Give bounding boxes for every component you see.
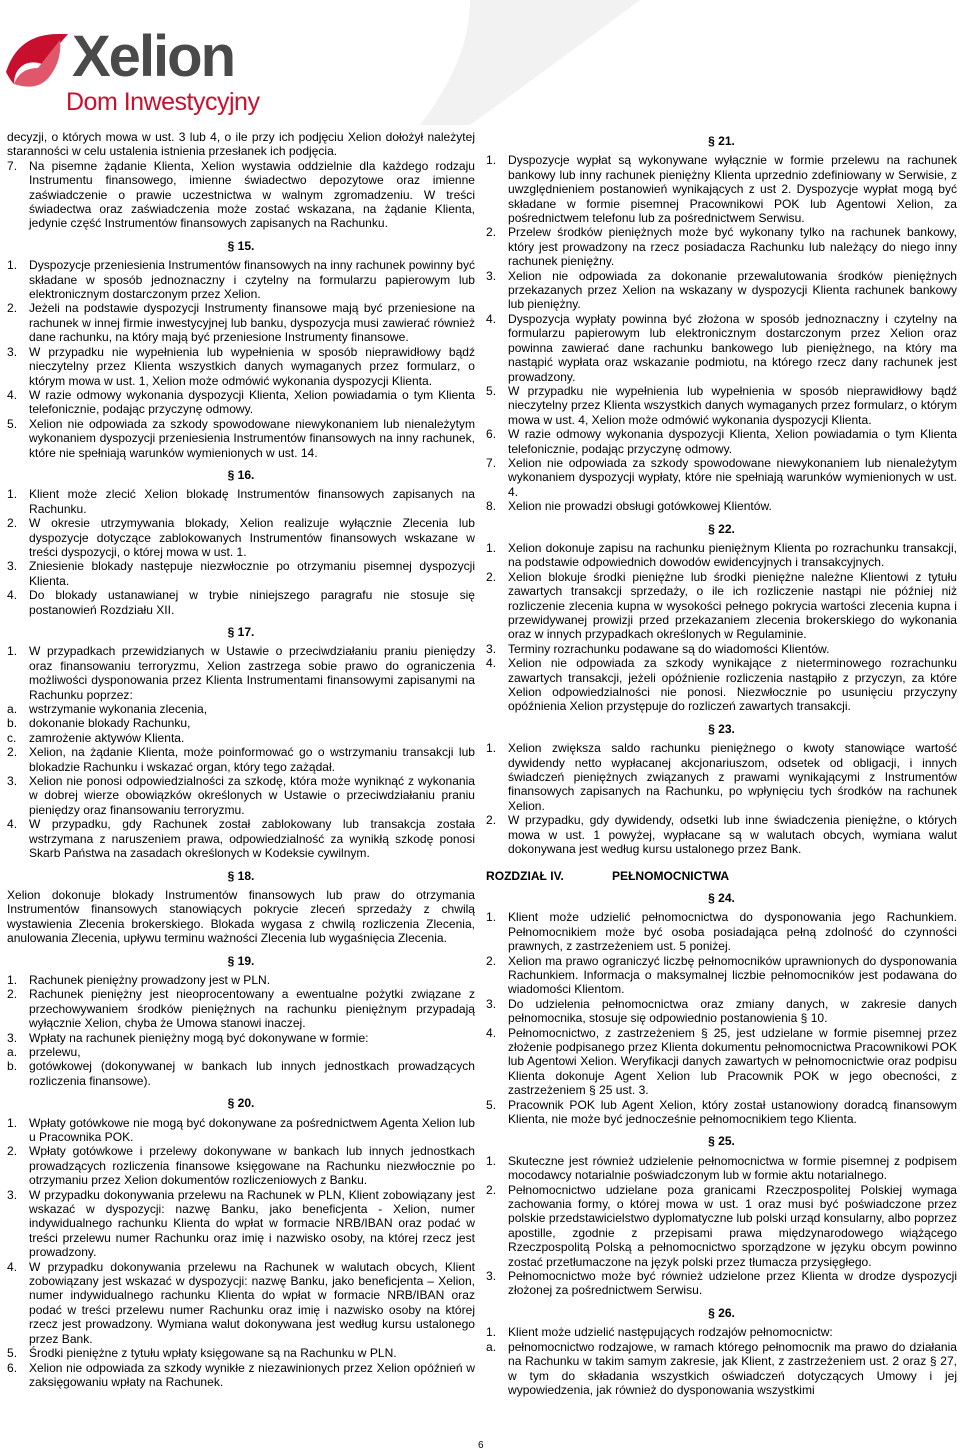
paragraph-text: Xelion nie odpowiada za szkody wynikające z nieterminowego rozrachunku zawartych transakcji, jeżeli opóźnienie rozliczenia nastąpiło z przyczyn, za które Xelion odpowiedzialności nie ponosi. Niezwłocznie po usunięciu przyczyny opóźnienia Xelion przystępuje do rozliczeń zawartych transakcji. bbox=[508, 656, 957, 714]
paragraph-text: Wpłaty na rachunek pieniężny mogą być dokonywane w formie: bbox=[29, 1030, 369, 1045]
paragraph-text: Xelion ma prawo ograniczyć liczbę pełnomocników uprawnionych do dysponowania Rachunkiem. Informacja o maksymalnej liczbie pełnomocników jest podawana do wiadomości Klientom. bbox=[508, 953, 957, 997]
paragraph-number: 2. bbox=[7, 516, 18, 531]
section-heading: § 17. bbox=[227, 625, 255, 639]
numbered-paragraph bbox=[7, 417, 475, 460]
numbered-paragraph bbox=[486, 997, 957, 1026]
numbered-paragraph bbox=[486, 456, 957, 499]
chapter-number: ROZDZIAŁ IV. bbox=[486, 868, 564, 883]
paragraph-number: 2. bbox=[7, 987, 18, 1002]
paragraph-text: Xelion zwiększa saldo rachunku pieniężnego o kwoty stanowiące wartość dywidendy netto wypłacanej akcjonariuszom, odsetek od obligacji, i innych świadczeń pieniężnych związanych z prawami wynikającymi z Instrumentów finansowych zapisanych na Rachunku, po wpłynięciu tych środków na rachunek Xelion. bbox=[508, 741, 957, 813]
lettered-subpoint bbox=[7, 716, 475, 730]
paragraph-number: b. bbox=[7, 1059, 18, 1074]
paragraph-text: W okresie utrzymywania blokady, Xelion realizuje wyłącznie Zlecenia lub dyspozycje dotyczące zablokowanych Instrumentów finansowych wskazane w treści dyspozycji, o której mowa w ust. 1. bbox=[29, 516, 475, 559]
lettered-subpoint bbox=[7, 1059, 475, 1088]
paragraph-number: 1. bbox=[486, 910, 497, 925]
paragraph-text: W przypadku, gdy dywidendy, odsetki lub inne świadczenia pieniężne, o których mowa w ust. 1 powyżej, wypłacane są w walutach obcych, wymiana walut dokonywana jest według kursu ustalonego przez Bank. bbox=[508, 813, 957, 857]
paragraph-text: Xelion nie odpowiada za dokonanie przewalutowania środków pieniężnych przekazanych przez Xelion na wskazany w dyspozycji Klienta rachunek bankowy lub pieniężny. bbox=[508, 268, 957, 312]
numbered-paragraph bbox=[486, 384, 957, 427]
numbered-paragraph bbox=[7, 973, 475, 987]
paragraph-number: c. bbox=[7, 730, 17, 745]
paragraph-number: 2. bbox=[486, 569, 497, 584]
paragraph-number: 2. bbox=[486, 813, 497, 828]
paragraph-text: W przypadku nie wypełnienia lub wypełnienia w sposób nieprawidłowy bądź nieczytelny przez Klienta wszystkich danych wymaganych przez formularz, o którym mowa w ust. 4, Xelion może odmówić wykonania dyspozycji Klienta. bbox=[508, 383, 957, 427]
paragraph-number: 1. bbox=[7, 644, 18, 659]
paragraph-number: 5. bbox=[7, 1346, 18, 1361]
numbered-paragraph bbox=[486, 1269, 957, 1298]
section-heading: § 21. bbox=[708, 134, 735, 148]
right-column bbox=[486, 130, 957, 1397]
paragraph-text: W przypadku nie wypełnienia lub wypełnienia w sposób nieprawidłowy bądź nieczytelny przez Klienta wszystkich danych wymaganych przez formularz, o którym mowa w ust. 1, Xelion może odmówić wykonania dyspozycji Klienta. bbox=[29, 344, 475, 388]
left-column bbox=[7, 130, 475, 1389]
section-heading: § 16. bbox=[227, 467, 255, 482]
paragraph-number: 3. bbox=[486, 268, 497, 283]
numbered-paragraph bbox=[7, 774, 475, 817]
section-heading: § 18. bbox=[227, 868, 255, 883]
paragraph-number: 3. bbox=[7, 344, 18, 359]
numbered-paragraph bbox=[486, 741, 957, 813]
numbered-paragraph bbox=[486, 541, 957, 570]
paragraph-number: 4. bbox=[7, 1259, 18, 1274]
paragraph-text: Terminy rozrachunku podawane są do wiadomości Klientów. bbox=[508, 641, 830, 656]
brand-subtitle: Dom Inwestycyjny bbox=[66, 88, 260, 116]
paragraph-number: 5. bbox=[486, 1097, 497, 1112]
paragraph-text: zamrożenie aktywów Klienta. bbox=[29, 730, 185, 745]
numbered-paragraph bbox=[486, 1325, 957, 1339]
paragraph-text: Xelion nie odpowiada za szkody spowodowane niewykonaniem lub nienależytym wykonaniem dyspozycji wypłaty, które nie spełniają warunków wymienionych w ust. 4. bbox=[508, 455, 957, 499]
paragraph-text: Skuteczne jest również udzielenie pełnomocnictwa w formie pisemnej z podpisem mocodawcy notarialnie poświadczonym lub w formie aktu notarialnego. bbox=[508, 1153, 957, 1183]
section-heading: § 24. bbox=[708, 890, 735, 905]
numbered-paragraph bbox=[486, 269, 957, 312]
numbered-paragraph bbox=[7, 1188, 475, 1260]
numbered-paragraph bbox=[7, 345, 475, 388]
numbered-paragraph bbox=[7, 258, 475, 301]
paragraph-number: 2. bbox=[486, 225, 497, 240]
paragraph-number: 1. bbox=[7, 972, 18, 987]
numbered-paragraph bbox=[486, 910, 957, 953]
numbered-paragraph bbox=[486, 427, 957, 456]
numbered-paragraph bbox=[7, 745, 475, 774]
numbered-paragraph bbox=[7, 1031, 475, 1045]
paragraph-text: Na pisemne żądanie Klienta, Xelion wystawia oddzielnie dla każdego rodzaju Instrumentu finansowego, imienne świadectwo depozytowe oraz imienne zaświadczenie o prawie uczestnictwa w walnym zgromadzeniu. W treści świadectwa oraz zaświadczenia może zostać wskazana, na żądanie Klienta, jedynie część Instrumentów finansowych zapisanych na Rachunku. bbox=[29, 158, 475, 231]
numbered-paragraph bbox=[486, 1026, 957, 1098]
paragraph-text: Xelion nie odpowiada za szkody wynikłe z niezawinionych przez Xelion opóźnień w zaksięgowaniu wpłaty na Rachunek. bbox=[29, 1360, 475, 1389]
section-heading: § 20. bbox=[227, 1096, 255, 1111]
section-heading: § 26. bbox=[708, 1305, 735, 1320]
lettered-subpoint bbox=[7, 702, 475, 716]
paragraph-text: Przelew środków pieniężnych może być wykonany tylko na rachunek bankowy, który jest prowadzony na rzecz posiadacza Rachunku lub należący do niego inny rachunek pieniężny. bbox=[508, 225, 957, 269]
paragraph-number: 1. bbox=[486, 540, 497, 555]
page-number: 6 bbox=[478, 1440, 484, 1451]
section-heading: § 19. bbox=[227, 953, 255, 968]
paragraph-text: Xelion nie ponosi odpowiedzialności za szkodę, która może wyniknąć z wykonania w dobrej wierze obowiązków określonych w Ustawie o przeciwdziałaniu praniu pieniędzy oraz finansowaniu terroryzmu. bbox=[29, 774, 475, 817]
numbered-paragraph bbox=[486, 153, 957, 225]
section-heading: § 15. bbox=[227, 238, 255, 253]
paragraph-number: 6. bbox=[486, 427, 497, 442]
paragraph-text: Do blokady ustanawianej w trybie niniejszego paragrafu nie stosuje się postanowień Rozdziału XII. bbox=[29, 588, 475, 617]
numbered-paragraph bbox=[7, 1361, 475, 1390]
paragraph-number: 3. bbox=[7, 1187, 18, 1202]
paragraph-number: 3. bbox=[486, 1269, 497, 1284]
paragraph-number: 3. bbox=[486, 996, 497, 1011]
paragraph-text: gotówkowej (dokonywanej w bankach lub innych jednostkach prowadzących rozliczenia finansowe). bbox=[29, 1059, 475, 1088]
paragraph-text: W razie odmowy wykonania dyspozycji Klienta, Xelion powiadamia o tym Klienta telefonicznie, podając przyczynę odmowy. bbox=[508, 427, 957, 456]
paragraph-text: Klient może udzielić następujących rodzajów pełnomocnictw: bbox=[508, 1325, 833, 1340]
numbered-paragraph bbox=[486, 1183, 957, 1269]
numbered-paragraph bbox=[486, 499, 957, 513]
paragraph-number: 4. bbox=[7, 588, 18, 603]
chapter-heading bbox=[486, 869, 957, 883]
paragraph-number: 3. bbox=[486, 641, 497, 656]
paragraph-number: 1. bbox=[486, 1325, 497, 1340]
paragraph-text: W przypadku, gdy Rachunek został zablokowany lub transakcja została wstrzymana z naruszeniem prawa, odpowiedzialność za wynikłą szkodę ponosi Skarb Państwa na zasadach określonych w Kodeksie cywilnym. bbox=[29, 817, 475, 861]
paragraph-number: 2. bbox=[486, 1182, 497, 1197]
paragraph-text: W przypadku dokonywania przelewu na Rachunek w PLN, Klient zobowiązany jest wskazać w dyspozycji: nazwę Banku, jako beneficjenta - Xelion, numer indywidualnego rachunku Klienta do wpłat w formacie NRB/IBAN oraz podać w treści przelewu numer Rachunku oraz imię i nazwisko osoby, na której rzecz jest prowadzony. bbox=[29, 1187, 475, 1260]
paragraph-number: 4. bbox=[7, 387, 18, 402]
paragraph-number: 4. bbox=[486, 656, 497, 671]
paragraph-text: W przypadkach przewidzianych w Ustawie o przeciwdziałaniu praniu pieniędzy oraz finansowaniu terroryzmu, Xelion zastrzega sobie prawo do ograniczenia możliwości dysponowania przez Klienta Instrumentami finansowymi zapisanymi na Rachunku poprzez: bbox=[29, 644, 475, 702]
paragraph-text: W przypadku dokonywania przelewu na Rachunek w walutach obcych, Klient zobowiązany jest wskazać w dyspozycji: nazwę Banku, jako beneficjenta – Xelion, numer indywidualnego rachunku Klienta do wpłat w formacie NRB/IBAN oraz podać w treści przelewu numer Rachunku oraz imię i nazwisko osoby na której rzecz jest prowadzony. Wymiana walut dokonywana jest według kursu ustalonego przez Bank. bbox=[29, 1259, 475, 1346]
numbered-paragraph bbox=[7, 301, 475, 344]
paragraph-number: 5. bbox=[7, 416, 18, 431]
numbered-paragraph bbox=[7, 559, 475, 588]
paragraph-number: b. bbox=[7, 716, 18, 731]
chapter-title: PEŁNOMOCNICTWA bbox=[612, 868, 730, 883]
paragraph-text: Do udzielenia pełnomocnictwa oraz zmiany danych, w zakresie danych pełnomocnika, stosuje się odpowiednio postanowienia § 10. bbox=[508, 996, 957, 1026]
numbered-paragraph bbox=[7, 987, 475, 1030]
paragraph-text: Xelion dokonuje zapisu na rachunku pieniężnym Klienta po rozrachunku transakcji, na podstawie odpowiednich dowodów ewidencyjnych i transakcyjnych. bbox=[508, 540, 957, 570]
paragraph-number: 2. bbox=[7, 301, 18, 316]
paragraph-text: dokonanie blokady Rachunku, bbox=[29, 716, 191, 731]
paragraph-text: Pracownik POK lub Agent Xelion, który został ustanowiony doradcą finansowym Klienta, nie może być jednocześnie pełnomocnikiem tego Klienta. bbox=[508, 1097, 957, 1126]
paragraph-text: Jeżeli na podstawie dyspozycji Instrumenty finansowe mają być przeniesione na rachunek w innej firmie inwestycyjnej lub banku, dyspozycja musi zawierać również dane rachunku, na który mają być przeniesione Instrumenty finansowe. bbox=[29, 301, 475, 345]
numbered-paragraph bbox=[7, 817, 475, 860]
numbered-paragraph bbox=[7, 388, 475, 417]
numbered-paragraph bbox=[7, 588, 475, 617]
paragraph-number: 4. bbox=[486, 1025, 497, 1040]
paragraph-text: Pełnomocnictwo, z zastrzeżeniem § 25, jest udzielane w formie pisemnej przez złożenie podpisanego przez Klienta dokumentu pełnomocnictwa Pracownikowi POK lub Agentowi Xelion. Weryfikacji danych zawartych w pełnomocnictwie oraz podpisu Klienta dokonuje Agent Xelion lub Pracownik POK w jego obecności, z zastrzeżeniem § 25 ust. 3. bbox=[508, 1025, 957, 1098]
numbered-paragraph bbox=[7, 644, 475, 702]
paragraph-number: 6. bbox=[7, 1360, 18, 1375]
paragraph-text: Klient może zlecić Xelion blokadę Instrumentów finansowych zapisanych na Rachunku. bbox=[29, 487, 475, 516]
paragraph-number: 1. bbox=[486, 741, 497, 756]
paragraph-text: Wpłaty gotówkowe nie mogą być dokonywane za pośrednictwem Agenta Xelion lub u Pracownika POK. bbox=[29, 1115, 475, 1144]
numbered-paragraph bbox=[7, 516, 475, 559]
numbered-paragraph bbox=[486, 954, 957, 997]
brand-name: Xelion bbox=[72, 24, 235, 89]
paragraph-text: Pełnomocnictwo może być również udzielone przez Klienta w drodze dyspozycji złożonej za pośrednictwem Serwisu. bbox=[508, 1269, 957, 1298]
paragraph-text: Dyspozycje wypłat są wykonywane wyłącznie w formie przelewu na rachunek bankowy lub inny rachunek pieniężny Klienta uprzednio zdefiniowany w Serwisie, z uwzględnieniem postanowień wynikających z ust 2. Dyspozycje wypłat mogą być składane w formie pisemnej Pracownikowi POK lub Agentowi Xelion, za pośrednictwem telefonu lub za pośrednictwem Serwisu. bbox=[508, 153, 957, 226]
paragraph-text: pełnomocnictwo rodzajowe, w ramach którego pełnomocnik ma prawo do działania na Rachunku w takim samym zakresie, jak Klient, z zastrzeżeniem ust. 2 oraz § 27, w tym do składania wszystkich oświadczeń dotyczących Umowy i jej wypowiedzenia, jak również do dysponowania wszystkimi bbox=[508, 1339, 957, 1397]
section-heading: § 22. bbox=[708, 521, 735, 536]
numbered-paragraph bbox=[486, 813, 957, 856]
section-heading: § 23. bbox=[708, 721, 735, 736]
paragraph-text: Dyspozycja wypłaty powinna być złożona w sposób jednoznaczny i czytelny na formularzu papierowym lub elektronicznym dostarczonym przez Xelion oraz powinna zawierać dane rachunku bankowego lub pieniężnego, na który ma nastąpić wypłata oraz wskazanie podmiotu, na którego rzecz dany rachunek jest prowadzony. bbox=[508, 311, 957, 384]
numbered-paragraph bbox=[486, 1154, 957, 1183]
paragraph-text: Xelion nie prowadzi obsługi gotówkowej Klientów. bbox=[508, 499, 772, 514]
paragraph-number: 1. bbox=[7, 258, 18, 273]
paragraph-text: W razie odmowy wykonania dyspozycji Klienta, Xelion powiadamia o tym Klienta telefonicznie, podając przyczynę odmowy. bbox=[29, 387, 475, 417]
paragraph-text: Rachunek pieniężny jest nieoprocentowany a ewentualne pożytki związane z przechowywaniem środków pieniężnych na rachunku pieniężnym przypadają wyłącznie Xelion, chyba że Umowa stanowi inaczej. bbox=[29, 987, 475, 1031]
paragraph-text: przelewu, bbox=[29, 1044, 81, 1059]
paragraph-number: 4. bbox=[7, 817, 18, 832]
paragraph-number: 8. bbox=[486, 499, 497, 514]
paragraph-text: Wpłaty gotówkowe i przelewy dokonywane w bankach lub innych jednostkach prowadzących rozliczenia finansowe księgowane na Rachunku niezwłocznie po otrzymaniu przez Xelion dokumentów rozliczeniowych z Banku. bbox=[29, 1144, 475, 1188]
paragraph-text: Xelion, na żądanie Klienta, może poinformować go o wstrzymaniu transakcji lub blokadzie Rachunku i wskazać organ, który tego zażądał. bbox=[29, 745, 475, 774]
paragraph-text: Xelion nie odpowiada za szkody spowodowane niewykonaniem lub nienależytym wykonaniem dyspozycji przeniesienia Instrumentów finansowych na inny rachunek, które nie spełniają warunków wymienionych w ust. 14. bbox=[29, 416, 475, 460]
paragraph-number: 3. bbox=[7, 559, 18, 574]
lettered-subpoint bbox=[486, 1340, 957, 1398]
paragraph-number: 2. bbox=[7, 745, 18, 760]
paragraph-number: 2. bbox=[486, 953, 497, 968]
paragraph-text: Klient może udzielić pełnomocnictwa do dysponowania jego Rachunkiem. Pełnomocnikiem może być osoba posiadająca pełną zdolność do czynności prawnych, z zastrzeżeniem ust. 5 poniżej. bbox=[508, 910, 957, 954]
paragraph-text: wstrzymanie wykonania zlecenia, bbox=[29, 702, 208, 717]
paragraph-text: Zniesienie blokady następuje niezwłocznie po otrzymaniu pisemnej dyspozycji Klienta. bbox=[29, 559, 475, 588]
section-heading: § 25. bbox=[708, 1134, 735, 1149]
continued-paragraph: decyzji, o których mowa w ust. 3 lub 4, o ile przy ich podjęciu Xelion dołożył należytej staranności w celu ustalenia istnienia przesłanek ich podjęcia. bbox=[7, 130, 475, 159]
numbered-paragraph bbox=[486, 642, 957, 656]
numbered-paragraph bbox=[7, 1116, 475, 1145]
numbered-paragraph bbox=[7, 159, 475, 231]
paragraph-number: a. bbox=[7, 1044, 18, 1059]
paragraph-number: 7. bbox=[7, 158, 18, 173]
numbered-paragraph bbox=[7, 1346, 475, 1360]
lettered-subpoint bbox=[7, 731, 475, 745]
paragraph-text: Pełnomocnictwo udzielane poza granicami Rzeczpospolitej Polskiej wymaga zachowania formy, o której mowa w ust. 1 oraz musi być poświadczone przez polskie przedstawicielstwo dyplomatyczne lub polski urząd konsularny, albo poprzez apostille, zgodnie z przepisami prawa międzynarodowego wiążącego Rzeczpospolitą Polską a pełnomocnictwo sporządzone w języku obcym powinno zostać przetłumaczone na język polski przez tłumacza przysięgłego. bbox=[508, 1182, 957, 1269]
numbered-paragraph bbox=[7, 1260, 475, 1346]
paragraph-number: 3. bbox=[7, 774, 18, 789]
numbered-paragraph bbox=[486, 225, 957, 268]
header-logo bbox=[0, 0, 960, 125]
numbered-paragraph bbox=[486, 656, 957, 714]
paragraph-number: 4. bbox=[486, 311, 497, 326]
paragraph-text: Środki pieniężne z tytułu wpłaty księgowane są na Rachunku w PLN. bbox=[29, 1346, 397, 1361]
numbered-paragraph bbox=[486, 312, 957, 384]
paragraph-number: 2. bbox=[7, 1144, 18, 1159]
paragraph-number: 5. bbox=[486, 383, 497, 398]
paragraph-text: Xelion blokuje środki pieniężne lub środki pieniężne należne Klientowi z tytułu zawartych transakcji sprzedaży, o ile ich rozliczenie nastąpi nie później niż rozliczenie zlecenia kupna w wysokości pełnego pokrycia wartości zlecenia kupna i przewidywanej prowizji przed przekazaniem zlecenia brokerskiego do wykonania oraz w innych przypadkach określonych w Regulaminie. bbox=[508, 569, 957, 642]
paragraph-number: 1. bbox=[7, 487, 18, 502]
paragraph-number: 1. bbox=[7, 1115, 18, 1130]
paragraph-number: a. bbox=[7, 702, 18, 717]
paragraph-text: Rachunek pieniężny prowadzony jest w PLN. bbox=[29, 972, 271, 987]
paragraph-number: 3. bbox=[7, 1030, 18, 1045]
lettered-subpoint bbox=[7, 1045, 475, 1059]
paragraph: Xelion dokonuje blokady Instrumentów finansowych lub praw do otrzymania Instrumentów finansowych stanowiących pokrycie zleceń sprzedaży z chwilą wystawienia Zlecenia brokerskiego. Blokada wygasa z chwilą rozliczenia Zlecenia, anulowania Zlecenia, upływu terminu ważności Zlecenia lub wygaśnięcia Zlecenia. bbox=[7, 887, 475, 946]
numbered-paragraph bbox=[486, 1098, 957, 1127]
paragraph-number: a. bbox=[486, 1339, 497, 1354]
numbered-paragraph bbox=[486, 570, 957, 642]
paragraph-text: Dyspozycje przeniesienia Instrumentów finansowych na inny rachunek powinny być składane w sposób jednoznaczny i czytelny na formularzu papierowym lub elektronicznym dostarczonym przez Xelion. bbox=[29, 258, 475, 302]
paragraph-number: 1. bbox=[486, 1153, 497, 1168]
paragraph-number: 7. bbox=[486, 455, 497, 470]
numbered-paragraph bbox=[7, 487, 475, 516]
numbered-paragraph bbox=[7, 1144, 475, 1187]
paragraph-number: 1. bbox=[486, 153, 497, 168]
